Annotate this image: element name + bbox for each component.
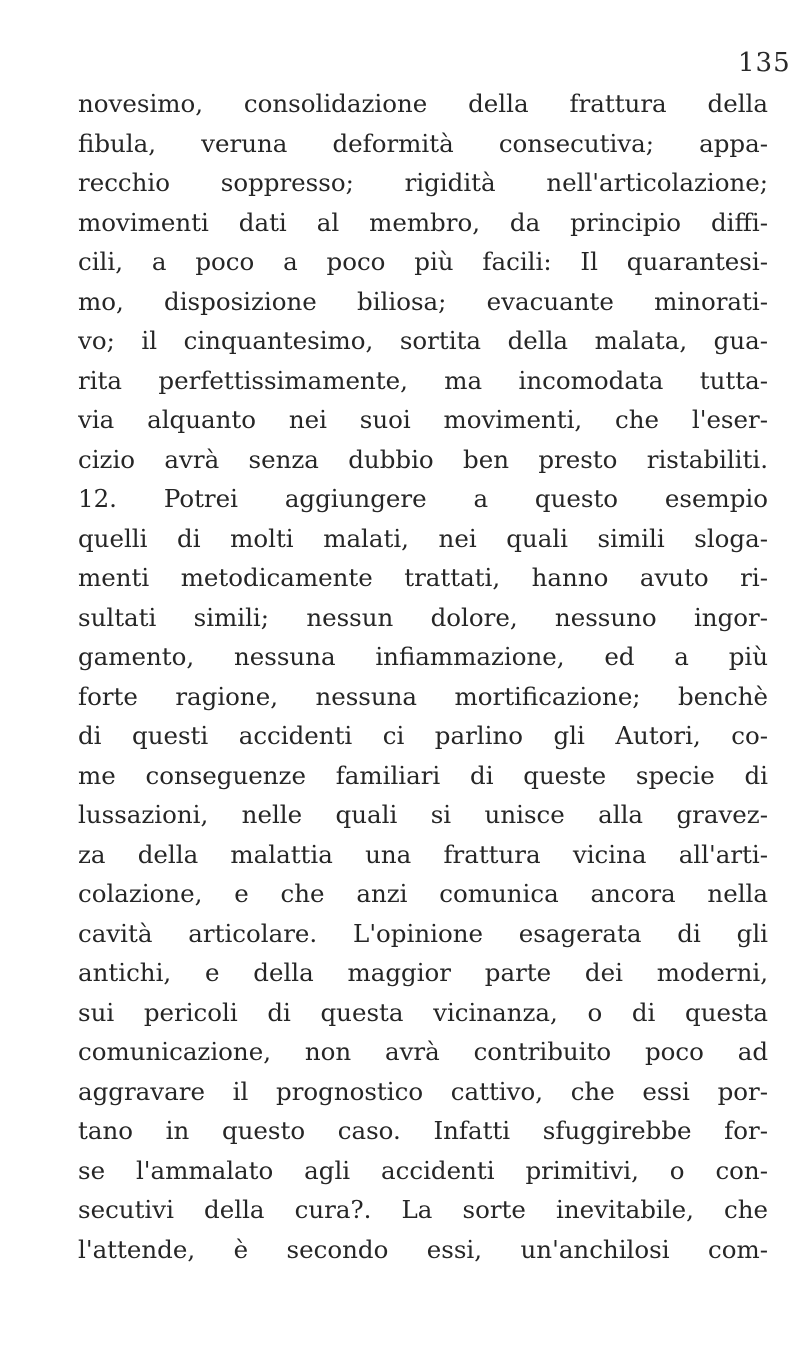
text-line: aggravare il prognostico cattivo, che essi por-	[78, 1076, 768, 1106]
text-line: forte ragione, nessuna mortificazione; benchè	[78, 681, 768, 711]
text-line: l'attende, è secondo essi, un'anchilosi com-	[78, 1234, 768, 1264]
text-line: sultati simili; nessun dolore, nessuno ingor-	[78, 602, 768, 632]
text-line: gamento, nessuna infiammazione, ed a più	[78, 642, 768, 671]
text-line: secutivi della cura?. La sorte inevitabile, che	[78, 1195, 768, 1224]
text-line: lussazioni, nelle quali si unisce alla gravez-	[78, 800, 768, 829]
text-line: tano in questo caso. Infatti sfuggirebbe for-	[78, 1116, 768, 1145]
text-line: rita perfettissimamente, ma incomodata tutta-	[78, 365, 768, 395]
text-line: novesimo, consolidazione della frattura della	[78, 89, 768, 118]
text-line: di questi accidenti ci parlino gli Autori, co-	[78, 721, 768, 750]
text-line: sui pericoli di questa vicinanza, o di questa	[78, 997, 768, 1027]
text-line: via alquanto nei suoi movimenti, che l'eser-	[78, 405, 768, 434]
text-line: cili, a poco a poco più facili: Il quarantesi-	[78, 247, 768, 276]
text-line: vo; il cinquantesimo, sortita della malata, gua-	[78, 326, 768, 355]
page-number: 135	[738, 48, 791, 78]
text-line: recchio soppresso; rigidità nell'articolazione;	[78, 168, 768, 197]
text-line: me conseguenze familiari di queste specie di	[78, 760, 768, 790]
body-text	[78, 84, 768, 1269]
text-line: 12. Potrei aggiungere a questo esempio	[78, 484, 768, 513]
text-line: se l'ammalato agli accidenti primitivi, o con-	[78, 1155, 768, 1185]
text-line: movimenti dati al membro, da principio diffi-	[78, 207, 768, 237]
text-line: za della malattia una frattura vicina all'arti-	[78, 839, 768, 869]
text-line: cizio avrà senza dubbio ben presto ristabiliti.	[78, 444, 768, 474]
text-line: mo, disposizione biliosa; evacuante minorati-	[78, 286, 768, 316]
text-line: quelli di molti malati, nei quali simili sloga-	[78, 523, 768, 553]
text-line: fibula, veruna deformità consecutiva; appa-	[78, 128, 768, 158]
text-line: menti metodicamente trattati, hanno avuto ri-	[78, 563, 768, 592]
text-line: comunicazione, non avrà contribuito poco ad	[78, 1037, 768, 1066]
text-line: colazione, e che anzi comunica ancora nella	[78, 879, 768, 908]
text-line: cavità articolare. L'opinione esagerata di gli	[78, 918, 768, 948]
text-line: antichi, e della maggior parte dei moderni,	[78, 958, 768, 987]
